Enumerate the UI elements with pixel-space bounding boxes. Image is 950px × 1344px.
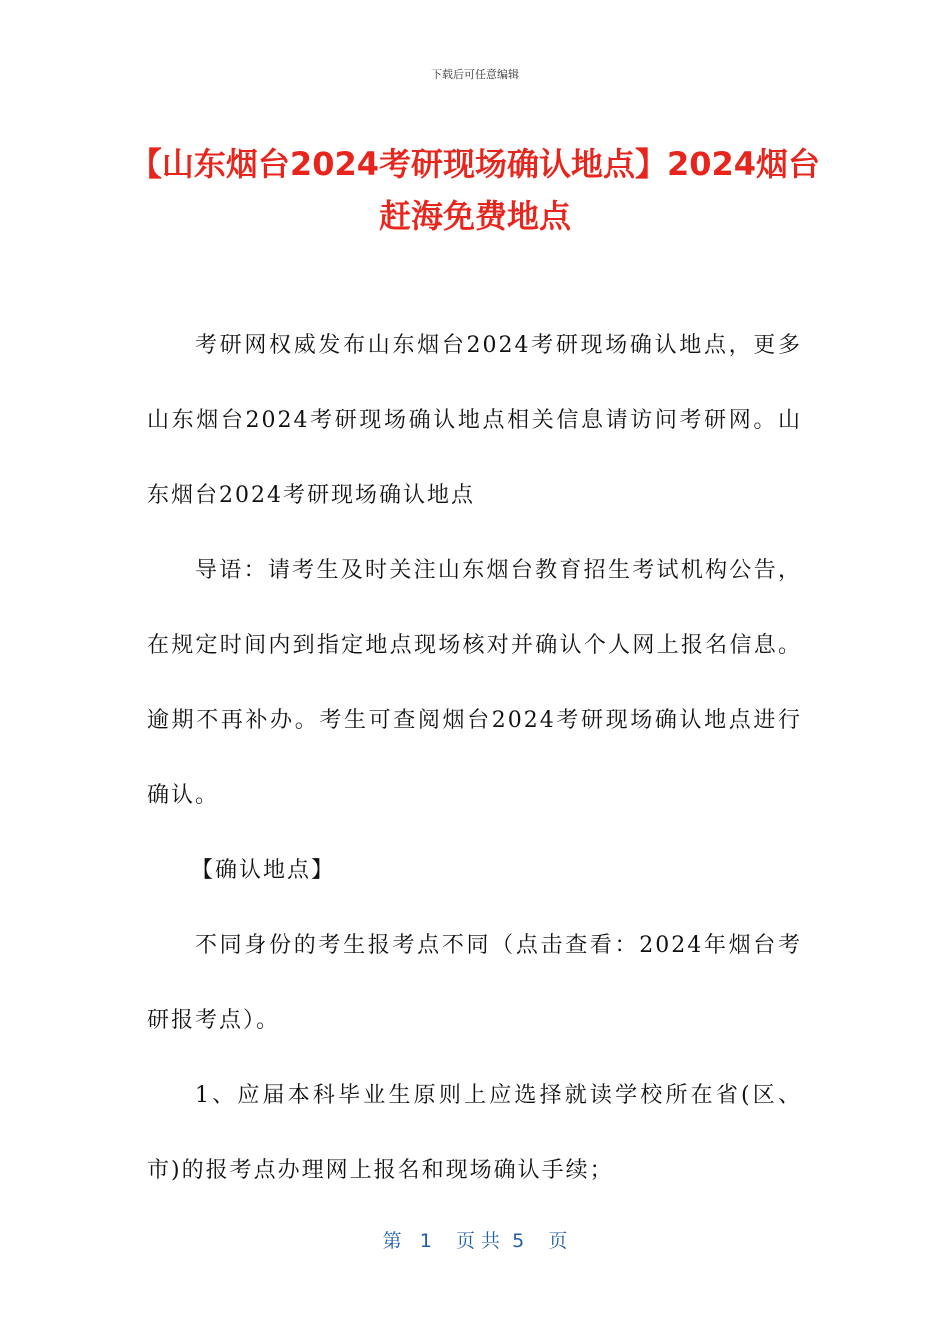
paragraph-rule-1: 1、应届本科毕业生原则上应选择就读学校所在省(区、市)的报考点办理网上报名和现场确认手续；	[147, 1083, 802, 1183]
paragraph-intro: 考研网权威发布山东烟台2024考研现场确认地点，更多山东烟台2024考研现场确认地点相关信息请访问考研网。山东烟台2024考研现场确认地点	[147, 333, 802, 508]
document-title: 【山东烟台2024考研现场确认地点】2024烟台赶海免费地点	[129, 145, 821, 235]
paragraph-guide: 导语：请考生及时关注山东烟台教育招生考试机构公告，在规定时间内到指定地点现场核对并确认个人网上报名信息。逾期不再补办。考生可查阅烟台2024考研现场确认地点进行确认。	[147, 558, 802, 808]
paragraph-exam-sites: 不同身份的考生报考点不同（点击查看：2024年烟台考研报考点）。	[147, 933, 802, 1033]
page-footer: 第 1 页 共 5 页	[382, 1230, 568, 1252]
header-note: 下载后可任意编辑	[431, 68, 519, 81]
document-body	[147, 308, 802, 1208]
section-heading: 【确认地点】	[191, 858, 336, 883]
